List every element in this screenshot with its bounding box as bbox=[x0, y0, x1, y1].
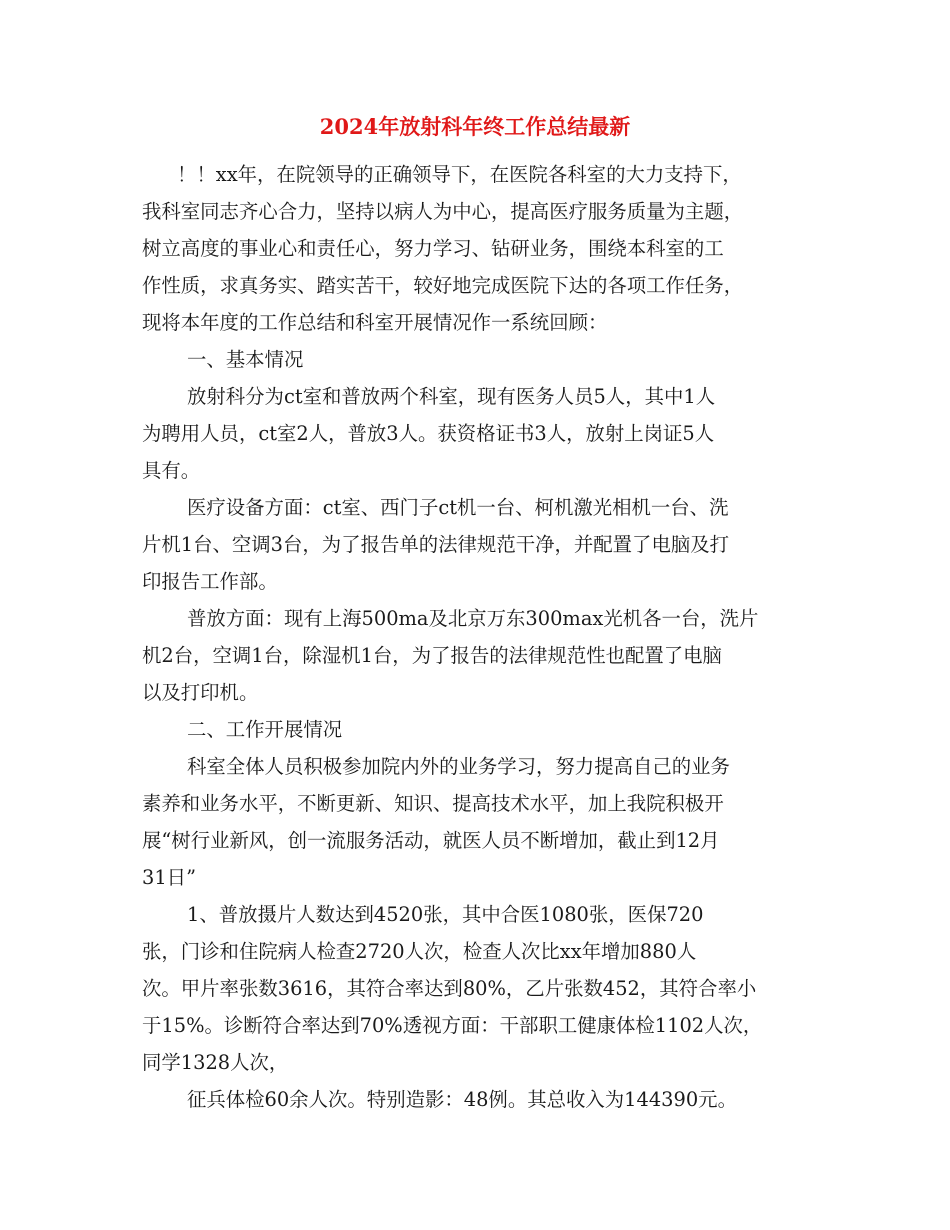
paragraph-line: 科室全体人员积极参加院内外的业务学习，努力提高自己的业务 bbox=[187, 755, 730, 778]
paragraph-line: 普放方面：现有上海500ma及北京万东300max光机各一台，洗片 bbox=[187, 607, 759, 630]
paragraph-line: ！！xx年，在院领导的正确领导下，在医院各科室的大力支持下， bbox=[177, 163, 742, 186]
document-title: 2024年放射科年终工作总结最新 bbox=[319, 114, 631, 139]
paragraph-line: 同学1328人次， bbox=[142, 1051, 289, 1074]
paragraph-line: 作性质，求真务实、踏实苦干，较好地完成医院下达的各项工作任务， bbox=[142, 274, 744, 297]
paragraph-line: 31日” bbox=[142, 866, 196, 889]
paragraph-line: 机2台，空调1台，除湿机1台，为了报告的法律规范性也配置了电脑 bbox=[142, 644, 722, 667]
paragraph-line: 展“树行业新风，创一流服务活动，就医人员不断增加，截止到12月 bbox=[142, 829, 720, 852]
paragraph-line: 具有。 bbox=[142, 459, 201, 482]
section-heading: 二、工作开展情况 bbox=[187, 718, 343, 741]
paragraph-line: 我科室同志齐心合力，坚持以病人为中心，提高医疗服务质量为主题， bbox=[142, 200, 744, 223]
paragraph-line: 于15%。诊断符合率达到70%透视方面：干部职工健康体检1102人次， bbox=[142, 1014, 763, 1037]
paragraph-line: 张，门诊和住院病人检查2720人次，检查人次比xx年增加880人 bbox=[142, 940, 697, 963]
paragraph-line: 素养和业务水平，不断更新、知识、提高技术水平，加上我院积极开 bbox=[142, 792, 724, 815]
paragraph-line: 树立高度的事业心和责任心，努力学习、钻研业务，围绕本科室的工 bbox=[142, 237, 724, 260]
paragraph-line: 片机1台、空调3台，为了报告单的法律规范干净，并配置了电脑及打 bbox=[142, 533, 730, 556]
paragraph-line: 印报告工作部。 bbox=[142, 570, 278, 593]
paragraph-line: 放射科分为ct室和普放两个科室，现有医务人员5人，其中1人 bbox=[187, 385, 716, 408]
paragraph-line: 次。甲片率张数3616，其符合率达到80%，乙片张数452，其符合率小 bbox=[142, 977, 757, 1000]
paragraph-line: 现将本年度的工作总结和科室开展情况作一系统回顾： bbox=[142, 311, 608, 334]
paragraph-line: 以及打印机。 bbox=[142, 681, 259, 704]
paragraph-line: 为聘用人员，ct室2人，普放3人。获资格证书3人，放射上岗证5人 bbox=[142, 422, 715, 445]
section-heading: 一、基本情况 bbox=[187, 348, 304, 371]
paragraph-line: 医疗设备方面：ct室、西门子ct机一台、柯机激光相机一台、洗 bbox=[187, 496, 729, 519]
paragraph-line: 1、普放摄片人数达到4520张，其中合医1080张，医保720 bbox=[187, 903, 704, 926]
paragraph-line: 征兵体检60余人次。特别造影：48例。其总收入为144390元。 bbox=[187, 1088, 737, 1111]
